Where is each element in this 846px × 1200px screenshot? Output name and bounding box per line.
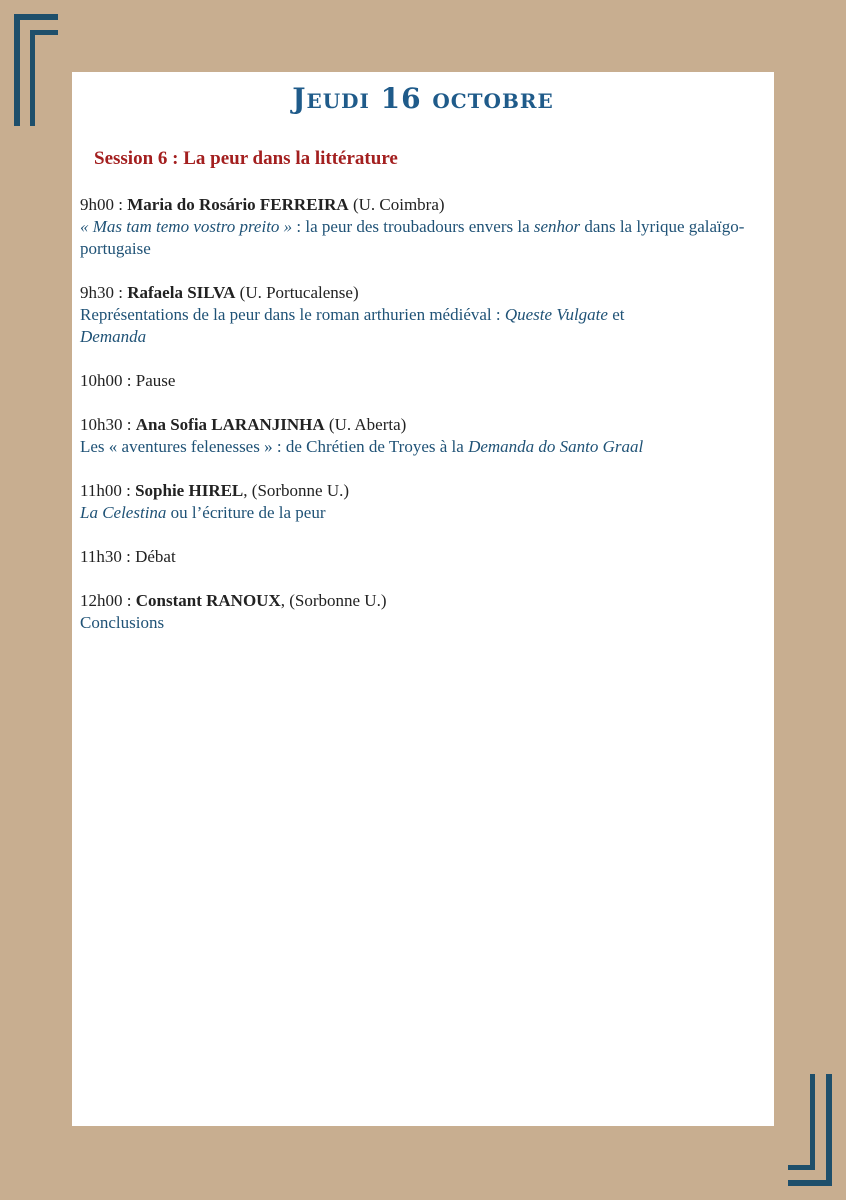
corner-frame-bottom-right — [788, 1180, 832, 1186]
entry-affiliation: (U. Portucalense) — [239, 283, 359, 302]
entry-affiliation: (U. Aberta) — [328, 415, 407, 434]
entry-speaker: Rafaela SILVA — [127, 283, 236, 302]
entry-time: 12h00 : — [80, 591, 132, 610]
corner-frame-top-left-inner — [30, 30, 58, 35]
desc-text: Conclusions — [80, 613, 165, 632]
entry-speaker: Constant RANOUX — [135, 591, 281, 610]
desc-italic: senhor — [533, 217, 581, 236]
schedule-entry — [80, 282, 764, 348]
corner-frame-bottom-right-inner — [810, 1074, 815, 1170]
corner-frame-top-left — [14, 14, 20, 126]
schedule-entry — [80, 370, 764, 392]
entry-affiliation: (U. Coimbra) — [352, 195, 445, 214]
desc-text: et — [607, 305, 625, 324]
entry-speaker: Sophie HIREL — [135, 481, 244, 500]
desc-italic: « Mas tam temo vostro preito » — [80, 217, 297, 236]
entry-time: 9h30 : — [80, 283, 123, 302]
schedule-entry — [80, 590, 764, 634]
schedule-entry — [80, 546, 764, 568]
entry-description — [80, 502, 764, 524]
entry-time: 9h00 : — [80, 195, 123, 214]
entry-affiliation: , (Sorbonne U.) — [280, 591, 387, 610]
entry-label: Débat — [135, 547, 176, 566]
entry-time: 11h30 : — [80, 547, 131, 566]
entry-affiliation: , (Sorbonne U.) — [243, 481, 350, 500]
entry-description — [80, 436, 764, 458]
program-page — [72, 72, 774, 1126]
desc-text: Les « aventures felenesses » : de Chrétien de Troyes à la — [80, 437, 469, 456]
corner-frame-bottom-right — [826, 1074, 832, 1186]
entry-description — [80, 612, 764, 634]
desc-italic: Demanda do Santo Graal — [468, 437, 644, 456]
desc-text: dans la lyrique galaïgo-portugaise — [80, 217, 745, 258]
entry-time: 11h00 : — [80, 481, 131, 500]
desc-text: ou l’écriture de la peur — [166, 503, 326, 522]
desc-italic: Queste Vulgate — [504, 305, 608, 324]
page-title: Jeudi 16 octobre — [292, 82, 554, 115]
entry-speaker: Maria do Rosário FERREIRA — [127, 195, 349, 214]
desc-text: : la peur des troubadours envers la — [296, 217, 534, 236]
schedule-entry — [80, 194, 764, 260]
schedule-entry — [80, 414, 764, 458]
corner-frame-top-left — [14, 14, 58, 20]
schedule-list — [80, 194, 764, 656]
entry-time: 10h00 : — [80, 371, 132, 390]
session-heading: Session 6 : La peur dans la littérature — [94, 148, 398, 169]
entry-label: Pause — [135, 371, 176, 390]
desc-text: Représentations de la peur dans le roman arthurien médiéval : — [80, 305, 505, 324]
entry-description — [80, 304, 764, 348]
entry-speaker: Ana Sofia LARANJINHA — [135, 415, 325, 434]
desc-italic: Demanda — [80, 327, 147, 346]
corner-frame-bottom-right-inner — [788, 1165, 815, 1170]
entry-description — [80, 216, 764, 260]
corner-frame-top-left-inner — [30, 30, 35, 126]
schedule-entry — [80, 480, 764, 524]
desc-italic: La Celestina — [80, 503, 167, 522]
entry-time: 10h30 : — [80, 415, 132, 434]
